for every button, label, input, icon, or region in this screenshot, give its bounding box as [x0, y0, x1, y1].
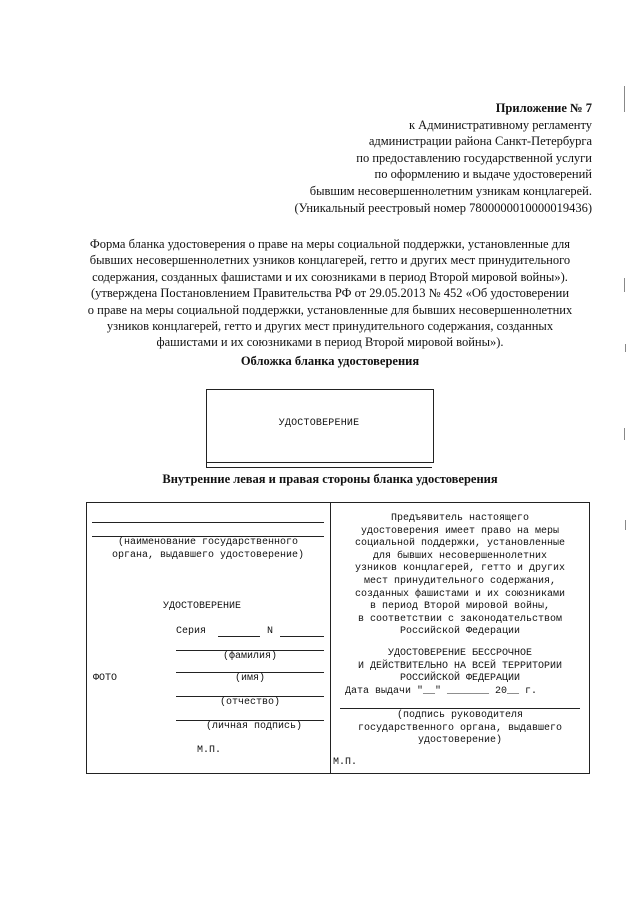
- validity-text: [332, 648, 588, 686]
- rights-text: [332, 513, 588, 639]
- rights-line: созданных фашистами и их союзниками: [354, 588, 566, 600]
- description-line: Форма бланка удостоверения о праве на меры социальной поддержки, установленные для: [89, 237, 571, 251]
- org-name-line: [92, 522, 324, 523]
- validity-line: РОССИЙСКОЙ ФЕДЕРАЦИИ: [399, 673, 521, 685]
- appendix-title: Приложение № 7: [495, 101, 592, 115]
- description-line: о праве на меры социальной поддержки, установленные для бывших несовершеннолетних: [87, 302, 573, 317]
- patronymic-caption: (отчество): [219, 697, 280, 708]
- org-name-caption: органа, выдавшего удостоверение): [111, 550, 305, 561]
- number-field-line: [280, 636, 324, 637]
- header-line: бывшим несовершеннолетним узникам концлагерей.: [309, 183, 592, 198]
- rights-line: в соответствии с законодательством: [357, 613, 563, 625]
- rights-line: Российской Федерации: [399, 626, 521, 638]
- description-line: содержания, созданных фашистами и их союзниками в период Второй мировой войны»).: [92, 269, 568, 284]
- number-label: N: [267, 626, 274, 637]
- org-name-caption: (наименование государственного: [117, 537, 299, 548]
- description-line: фашистами и их союзниками в период Второй мировой войны»).: [156, 335, 504, 350]
- cover-label: УДОСТОВЕРЕНИЕ: [278, 418, 360, 429]
- signature-caption: (личная подпись): [205, 721, 302, 732]
- validity-line: И ДЕЙСТВИТЕЛЬНО НА ВСЕЙ ТЕРРИТОРИИ: [357, 660, 563, 672]
- form-description: [80, 236, 580, 351]
- header-line: администрации района Санкт-Петербурга: [368, 134, 592, 149]
- header-line: к Административному регламенту: [408, 117, 592, 132]
- scan-mark: [624, 86, 625, 112]
- scan-mark: [625, 520, 626, 530]
- head-signature-caption: [332, 710, 588, 748]
- surname-caption: (фамилия): [222, 651, 277, 662]
- scan-mark: [625, 344, 626, 352]
- description-line: бывших несовершеннолетних узников концлагерей, гетто и других мест принудительного: [89, 253, 571, 268]
- description-line: (утверждена Постановлением Правительства РФ от 29.05.2013 № 452 «Об удостоверении: [90, 286, 570, 301]
- photo-label: ФОТО: [93, 673, 118, 684]
- rights-line: в период Второй мировой войны,: [369, 601, 551, 613]
- header-line: по предоставлению государственной услуги: [356, 150, 592, 165]
- rights-line: узников концлагерей, гетто и других: [354, 563, 566, 575]
- head-caption-line: государственного органа, выдавшего: [357, 722, 563, 734]
- right-stamp-label: М.П.: [333, 757, 358, 768]
- scan-mark: [624, 428, 625, 440]
- issue-date: Дата выдачи "__" _______ 20__ г.: [345, 686, 538, 697]
- head-signature-line: [340, 708, 580, 709]
- rights-line: для бывших несовершеннолетних: [372, 550, 548, 562]
- header-line: (Уникальный реестровый номер 7800000010000019436): [294, 200, 592, 215]
- cover-shadow-line: [206, 467, 432, 468]
- series-label: Серия: [176, 626, 207, 637]
- description-line: узников концлагерей, гетто и других мест принудительного содержания, созданных: [106, 319, 554, 334]
- series-field-line: [218, 636, 260, 637]
- rights-line: Предъявитель настоящего: [390, 513, 530, 524]
- rights-line: удостоверения имеет право на меры: [360, 525, 560, 537]
- header-line: по оформлению и выдаче удостоверений: [374, 167, 592, 182]
- left-doc-title: УДОСТОВЕРЕНИЕ: [163, 601, 242, 612]
- scan-mark: [624, 278, 625, 292]
- head-caption-line: удостоверение): [417, 735, 502, 747]
- rights-line: мест принудительного содержания,: [363, 575, 557, 587]
- name-caption: (имя): [234, 673, 265, 684]
- head-caption-line: (подпись руководителя: [396, 710, 524, 721]
- cover-section-title: Обложка бланка удостоверения: [240, 354, 420, 368]
- left-stamp-label: М.П.: [197, 745, 222, 756]
- appendix-header: [232, 100, 592, 216]
- rights-line: социальной поддержки, установленные: [354, 538, 566, 550]
- validity-line: УДОСТОВЕРЕНИЕ БЕССРОЧНОЕ: [387, 648, 533, 659]
- inner-section-title: Внутренние левая и правая стороны бланка удостоверения: [162, 472, 498, 486]
